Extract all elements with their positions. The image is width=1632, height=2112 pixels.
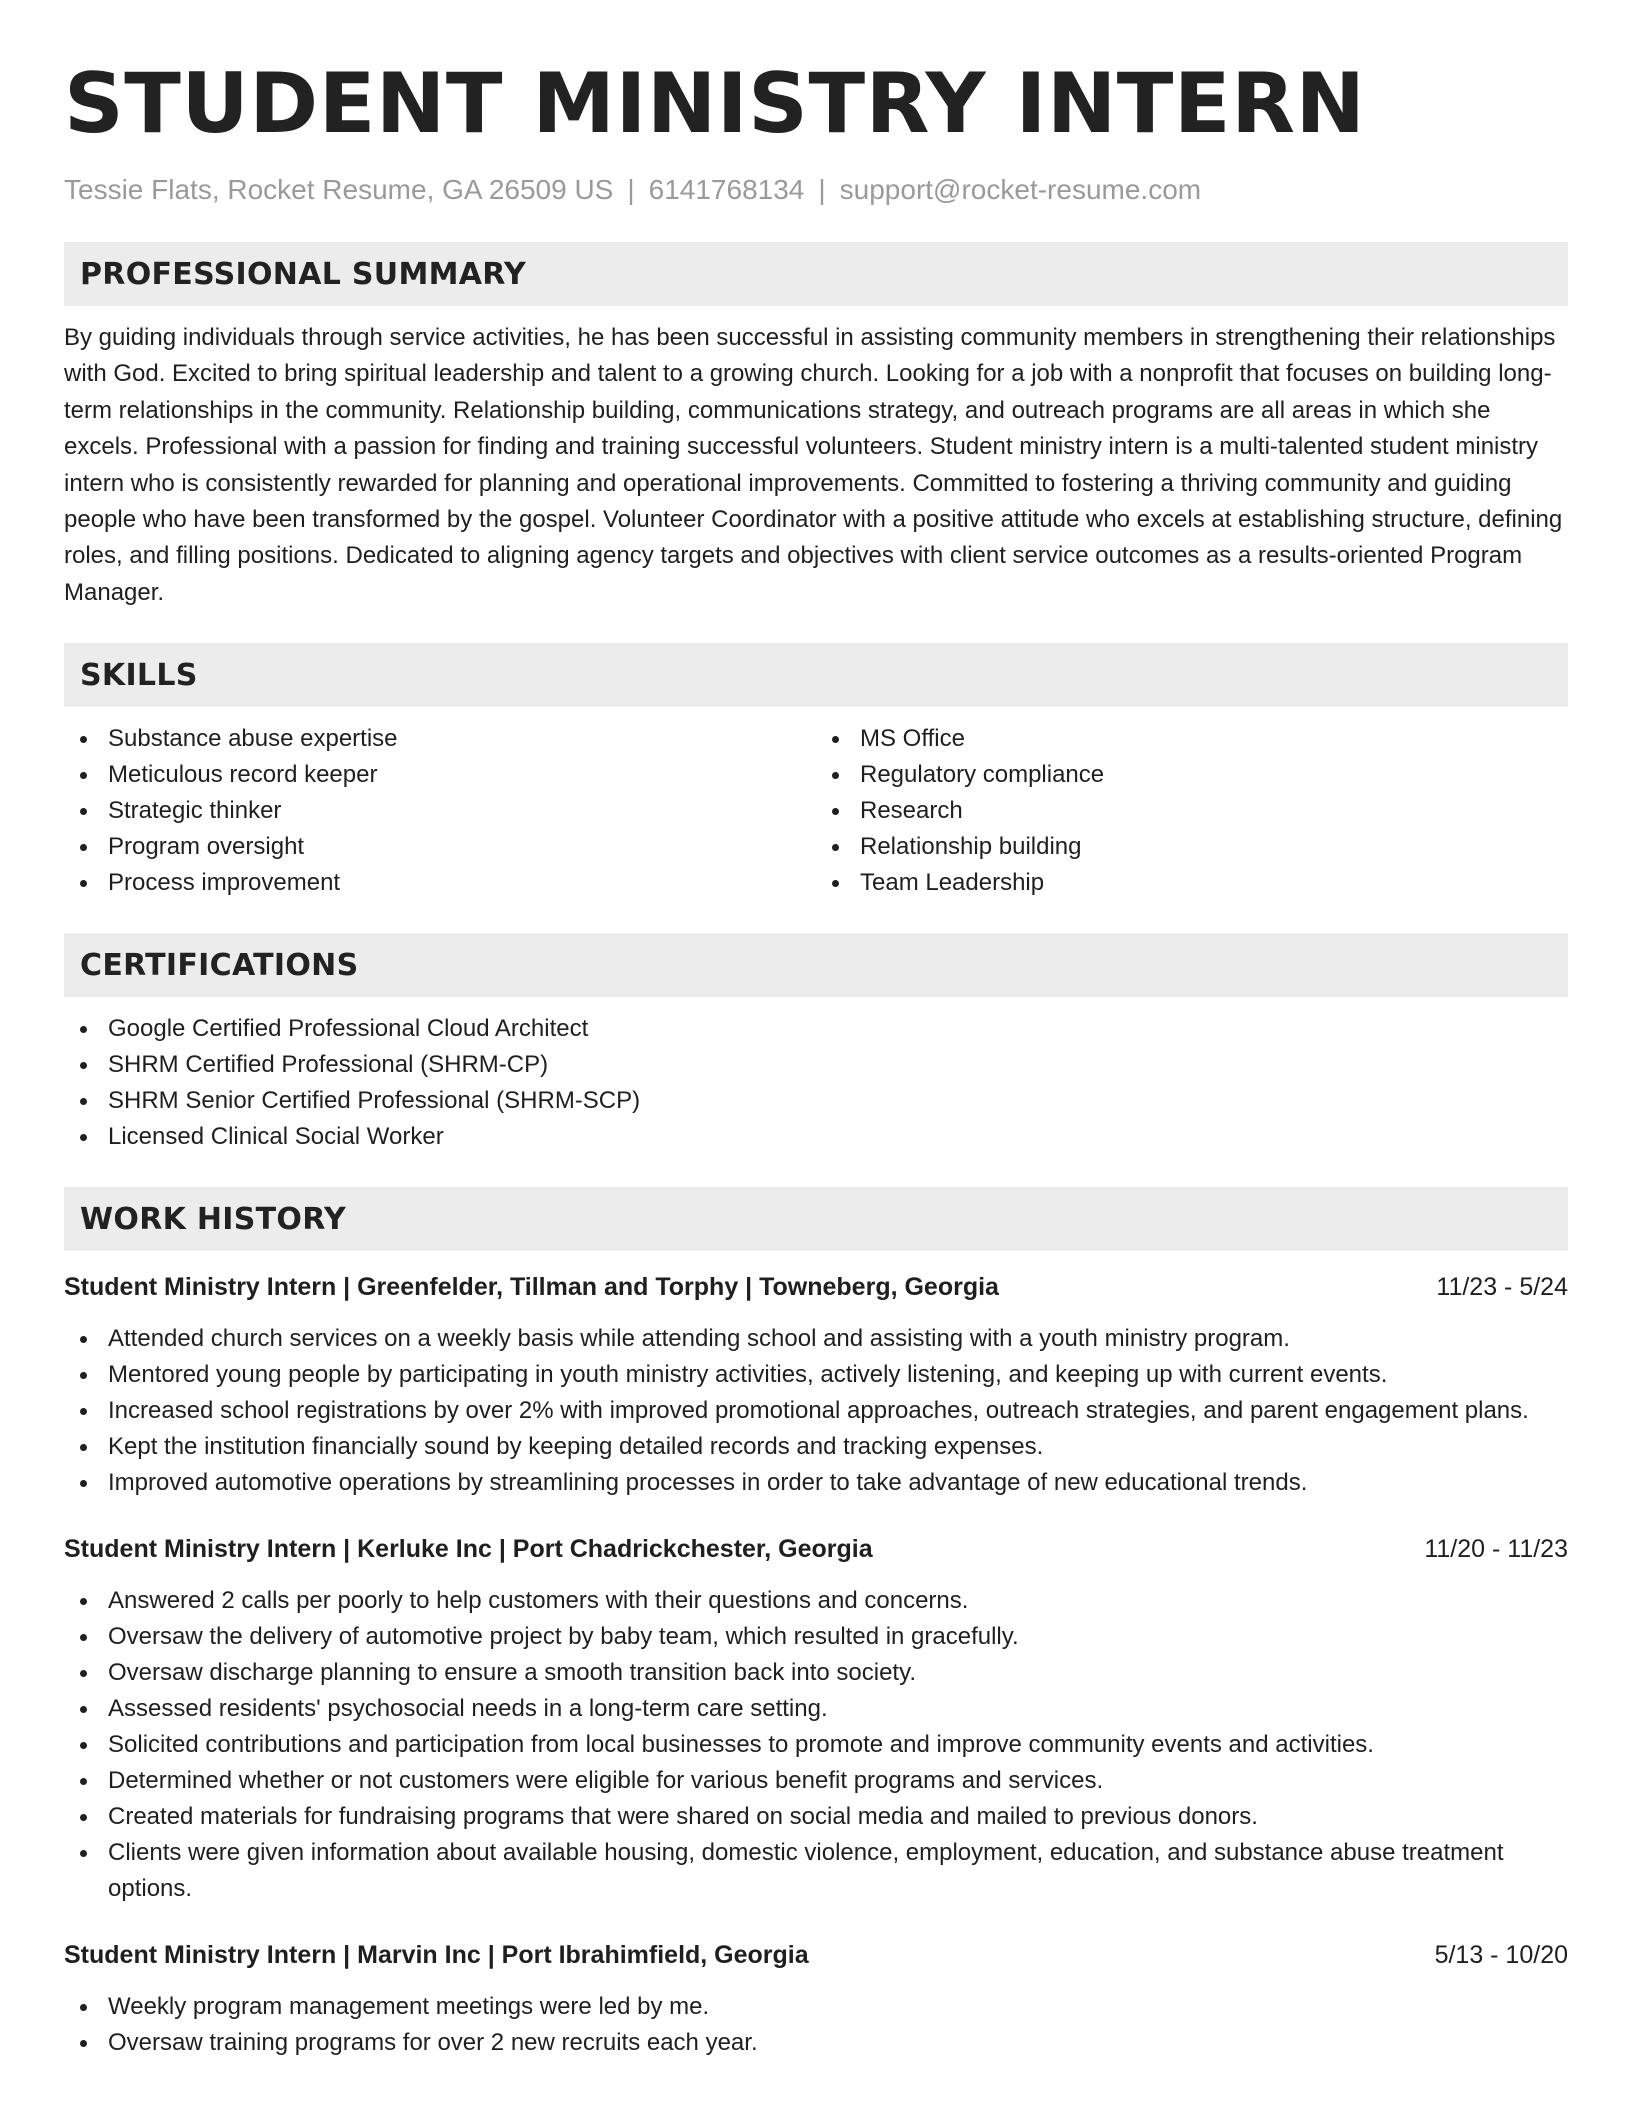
skills-column-left bbox=[64, 721, 816, 901]
certification-item: Google Certified Professional Cloud Architect bbox=[64, 1011, 1568, 1047]
skill-item: Process improvement bbox=[64, 865, 816, 901]
skills-section-header bbox=[64, 643, 1568, 707]
job-bullet: Oversaw the delivery of automotive project by baby team, which resulted in gracefully. bbox=[64, 1619, 1568, 1655]
job-title: Student Ministry Intern | Marvin Inc | Port Ibrahimfield, Georgia bbox=[64, 1941, 809, 1970]
job-bullet: Solicited contributions and participation from local businesses to promote and improve community events and activities. bbox=[64, 1727, 1568, 1763]
job-title: Student Ministry Intern | Kerluke Inc | Port Chadrickchester, Georgia bbox=[64, 1535, 873, 1564]
contact-line bbox=[64, 170, 1568, 210]
skill-item: Substance abuse expertise bbox=[64, 721, 816, 757]
job-bullet: Oversaw discharge planning to ensure a smooth transition back into society. bbox=[64, 1655, 1568, 1691]
skill-item: Strategic thinker bbox=[64, 793, 816, 829]
job-entry bbox=[64, 1937, 1568, 2061]
contact-separator: | bbox=[818, 174, 826, 205]
job-bullets bbox=[64, 1583, 1568, 1907]
job-bullet: Kept the institution financially sound by keeping detailed records and tracking expenses. bbox=[64, 1429, 1568, 1465]
candidate-name: STUDENT MINISTRY INTERN bbox=[64, 55, 1366, 152]
job-bullet: Oversaw training programs for over 2 new recruits each year. bbox=[64, 2025, 1568, 2061]
summary-section-header bbox=[64, 242, 1568, 306]
certifications-list bbox=[64, 1011, 1568, 1155]
certification-item: SHRM Certified Professional (SHRM-CP) bbox=[64, 1047, 1568, 1083]
job-bullet: Answered 2 calls per poorly to help customers with their questions and concerns. bbox=[64, 1583, 1568, 1619]
skills-column-right bbox=[816, 721, 1568, 901]
job-bullets bbox=[64, 1989, 1568, 2061]
certification-item: SHRM Senior Certified Professional (SHRM-SCP) bbox=[64, 1083, 1568, 1119]
certifications-heading: CERTIFICATIONS bbox=[80, 947, 359, 983]
certifications-section-header bbox=[64, 933, 1568, 997]
skill-item: Research bbox=[816, 793, 1568, 829]
job-header bbox=[64, 1531, 1568, 1567]
job-dates: 11/23 - 5/24 bbox=[1436, 1273, 1568, 1302]
work-history-heading: WORK HISTORY bbox=[80, 1201, 347, 1237]
contact-separator: | bbox=[627, 174, 635, 205]
summary-heading: PROFESSIONAL SUMMARY bbox=[80, 256, 527, 292]
job-bullet: Improved automotive operations by streamlining processes in order to take advantage of new educational trends. bbox=[64, 1465, 1568, 1501]
job-bullet: Increased school registrations by over 2% with improved promotional approaches, outreach strategies, and parent engagement plans. bbox=[64, 1393, 1568, 1429]
email: support@rocket-resume.com bbox=[839, 174, 1202, 205]
job-header bbox=[64, 1269, 1568, 1305]
job-entry bbox=[64, 1531, 1568, 1907]
skill-item: Team Leadership bbox=[816, 865, 1568, 901]
skill-item: Regulatory compliance bbox=[816, 757, 1568, 793]
skill-item: MS Office bbox=[816, 721, 1568, 757]
skills-list bbox=[64, 721, 1568, 901]
certification-item: Licensed Clinical Social Worker bbox=[64, 1119, 1568, 1155]
job-dates: 5/13 - 10/20 bbox=[1434, 1941, 1568, 1970]
job-bullet: Determined whether or not customers were eligible for various benefit programs and services. bbox=[64, 1763, 1568, 1799]
work-history-section-header bbox=[64, 1187, 1568, 1251]
skill-item: Program oversight bbox=[64, 829, 816, 865]
job-entry bbox=[64, 1269, 1568, 1501]
job-bullet: Assessed residents' psychosocial needs in a long-term care setting. bbox=[64, 1691, 1568, 1727]
skills-heading: SKILLS bbox=[80, 657, 198, 693]
job-header bbox=[64, 1937, 1568, 1973]
skill-item: Meticulous record keeper bbox=[64, 757, 816, 793]
job-bullet: Created materials for fundraising programs that were shared on social media and mailed to previous donors. bbox=[64, 1799, 1568, 1835]
phone: 6141768134 bbox=[648, 174, 805, 205]
summary-text: By guiding individuals through service activities, he has been successful in assisting community members in strengthening their relationships with God. Excited to bring spiritual leadership and talent to a growing church. Looking for a job with a nonprofit that focuses on building long-term relationships in the community. Relationship building, communications strategy, and outreach programs are all areas in which she excels. Professional with a passion for finding and training successful volunteers. Student ministry intern is a multi-talented student ministry intern who is consistently rewarded for planning and operational improvements. Committed to fostering a thriving community and guiding people who have been transformed by the gospel. Volunteer Coordinator with a positive attitude who excels at establishing structure, defining roles, and filling positions. Dedicated to aligning agency targets and objectives with client service outcomes as a results-oriented Program Manager. bbox=[64, 324, 1563, 606]
job-bullets bbox=[64, 1321, 1568, 1501]
address: Tessie Flats, Rocket Resume, GA 26509 US bbox=[64, 174, 614, 205]
job-dates: 11/20 - 11/23 bbox=[1424, 1535, 1568, 1564]
job-bullet: Weekly program management meetings were led by me. bbox=[64, 1989, 1568, 2025]
skill-item: Relationship building bbox=[816, 829, 1568, 865]
job-bullet: Clients were given information about available housing, domestic violence, employment, education, and substance abuse treatment options. bbox=[64, 1835, 1568, 1907]
job-title: Student Ministry Intern | Greenfelder, Tillman and Torphy | Towneberg, Georgia bbox=[64, 1273, 999, 1302]
job-bullet: Attended church services on a weekly basis while attending school and assisting with a youth ministry program. bbox=[64, 1321, 1568, 1357]
job-bullet: Mentored young people by participating in youth ministry activities, actively listening, and keeping up with current events. bbox=[64, 1357, 1568, 1393]
